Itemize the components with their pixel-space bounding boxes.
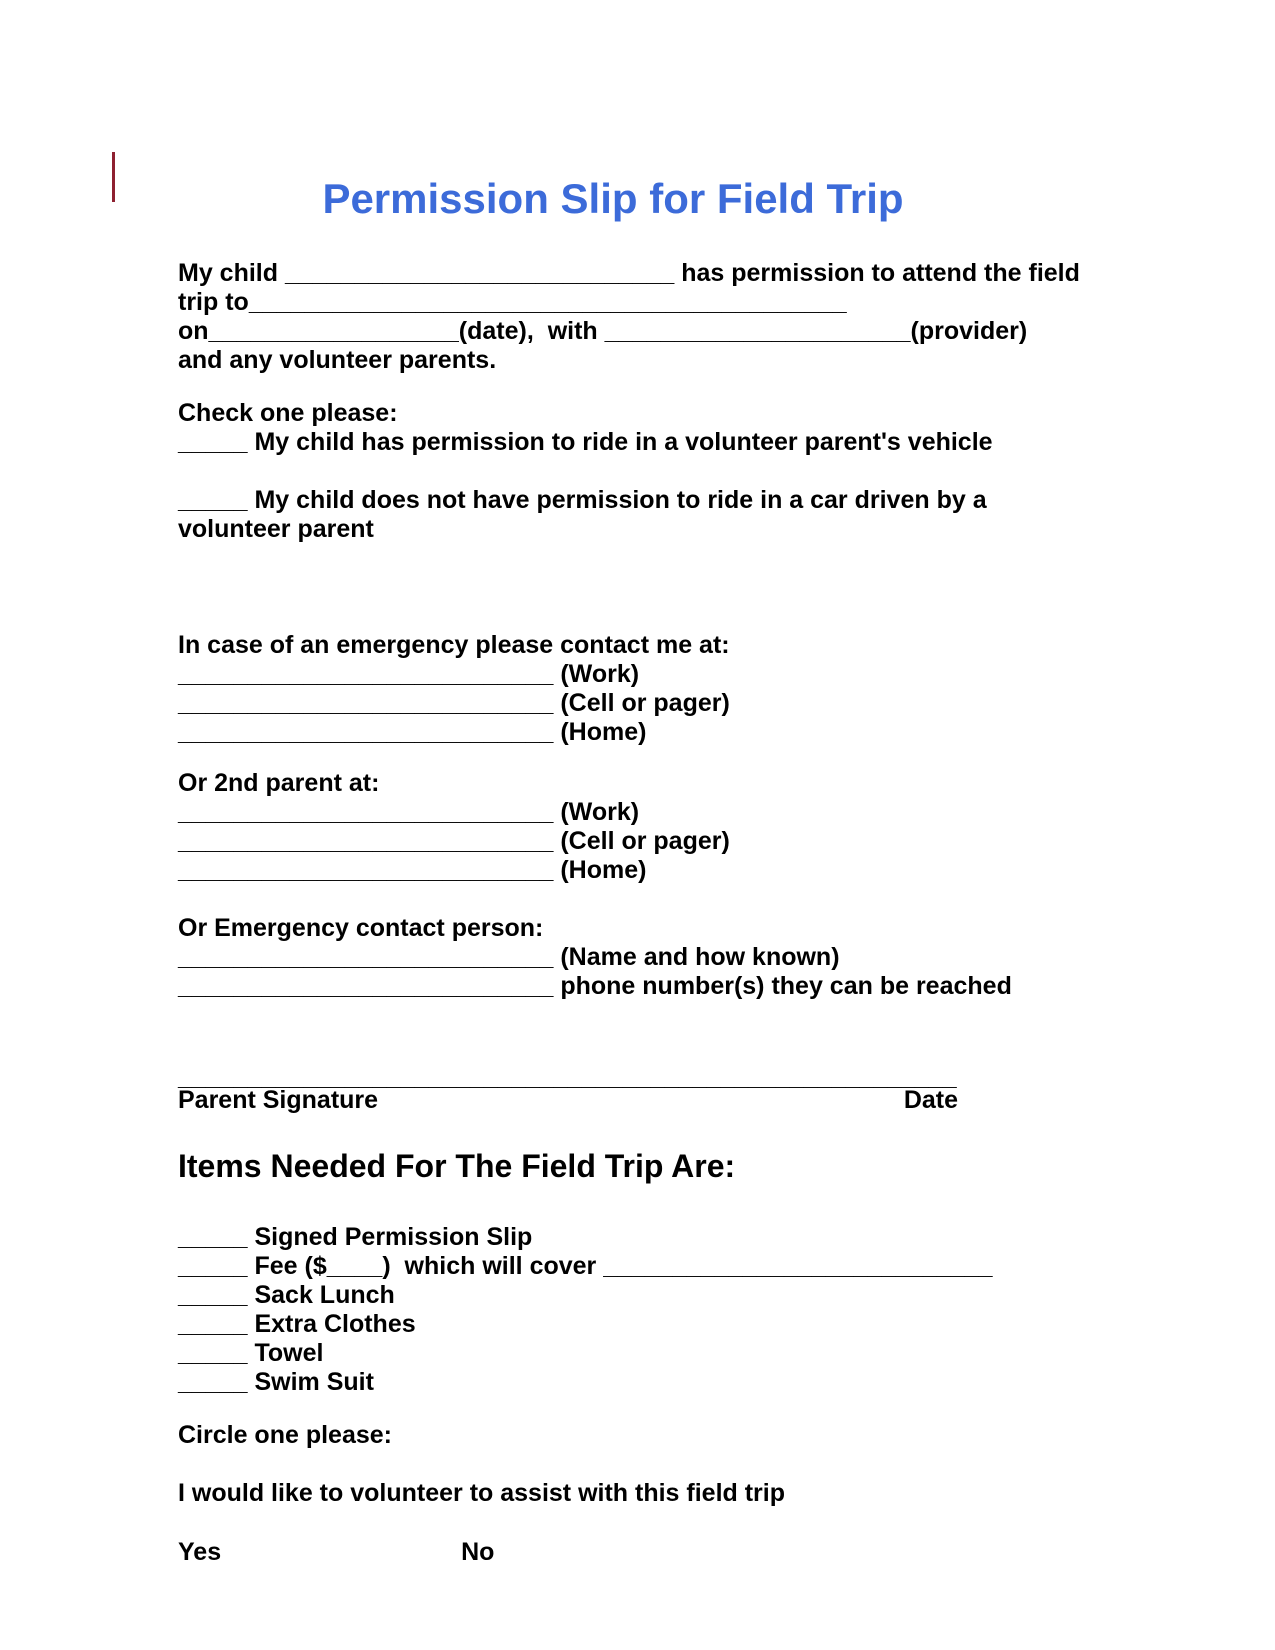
emergency-contact-heading: In case of an emergency please contact me at: (178, 631, 730, 659)
cell-pager-fill-line[interactable]: ___________________________ (Cell or pager) (178, 689, 730, 717)
work-phone-fill-line[interactable]: ___________________________ (Work) (178, 660, 640, 688)
no-ride-permission-option-line2: volunteer parent (178, 515, 374, 543)
date-provider-fill-line[interactable]: on__________________(date), with ______________________(provider) (178, 317, 1028, 345)
emergency-person-heading: Or Emergency contact person: (178, 914, 544, 942)
circle-one-heading: Circle one please: (178, 1421, 392, 1449)
home-phone-fill-line[interactable]: ___________________________ (Home) (178, 718, 647, 746)
other-emergency-contact-section (178, 914, 1012, 1001)
item-fee-fill-line[interactable]: _____ Fee ($____) which will cover ____________________________ (178, 1252, 993, 1280)
contact-name-fill-line[interactable]: ___________________________ (Name and how known) (178, 943, 840, 971)
item-signed-permission-slip[interactable]: _____ Signed Permission Slip (178, 1223, 533, 1251)
second-parent-cell-fill-line[interactable]: ___________________________ (Cell or pager) (178, 827, 730, 855)
item-swim-suit[interactable]: _____ Swim Suit (178, 1368, 374, 1396)
items-needed-heading: Items Needed For The Field Trip Are: (178, 1148, 736, 1184)
check-one-section (178, 399, 993, 544)
no-option[interactable]: No (461, 1538, 495, 1566)
trip-destination-fill-line[interactable]: trip to___________________________________________ (178, 288, 847, 316)
emergency-contact-section (178, 631, 730, 747)
second-parent-home-fill-line[interactable]: ___________________________ (Home) (178, 856, 647, 884)
volunteer-choice-row (178, 1538, 494, 1567)
item-sack-lunch[interactable]: _____ Sack Lunch (178, 1281, 395, 1309)
parent-signature-label: Parent Signature (178, 1086, 379, 1114)
child-name-fill-line[interactable]: My child ____________________________ has permission to attend the field (178, 259, 1080, 287)
intro-paragraph (178, 259, 1080, 375)
signature-labels-row (178, 1086, 958, 1115)
volunteer-statement: I would like to volunteer to assist with this field trip (178, 1479, 786, 1507)
signature-fill-line[interactable]: ________________________________________________________ (178, 1063, 957, 1091)
ride-permission-option[interactable]: _____ My child has permission to ride in a volunteer parent's vehicle (178, 428, 993, 456)
item-extra-clothes[interactable]: _____ Extra Clothes (178, 1310, 416, 1338)
contact-phone-fill-line[interactable]: ___________________________ phone number(s) they can be reached (178, 972, 1012, 1000)
items-needed-list (178, 1223, 993, 1397)
no-ride-permission-option-line1[interactable]: _____ My child does not have permission to ride in a car driven by a (178, 486, 987, 514)
item-towel[interactable]: _____ Towel (178, 1339, 324, 1367)
second-parent-work-fill-line[interactable]: ___________________________ (Work) (178, 798, 640, 826)
yes-option[interactable]: Yes (178, 1538, 222, 1566)
second-parent-section (178, 769, 730, 885)
volunteer-parents-text: and any volunteer parents. (178, 346, 497, 374)
page-title: Permission Slip for Field Trip (322, 175, 904, 223)
second-parent-heading: Or 2nd parent at: (178, 769, 380, 797)
date-label: Date (903, 1086, 958, 1114)
check-one-heading: Check one please: (178, 399, 398, 427)
